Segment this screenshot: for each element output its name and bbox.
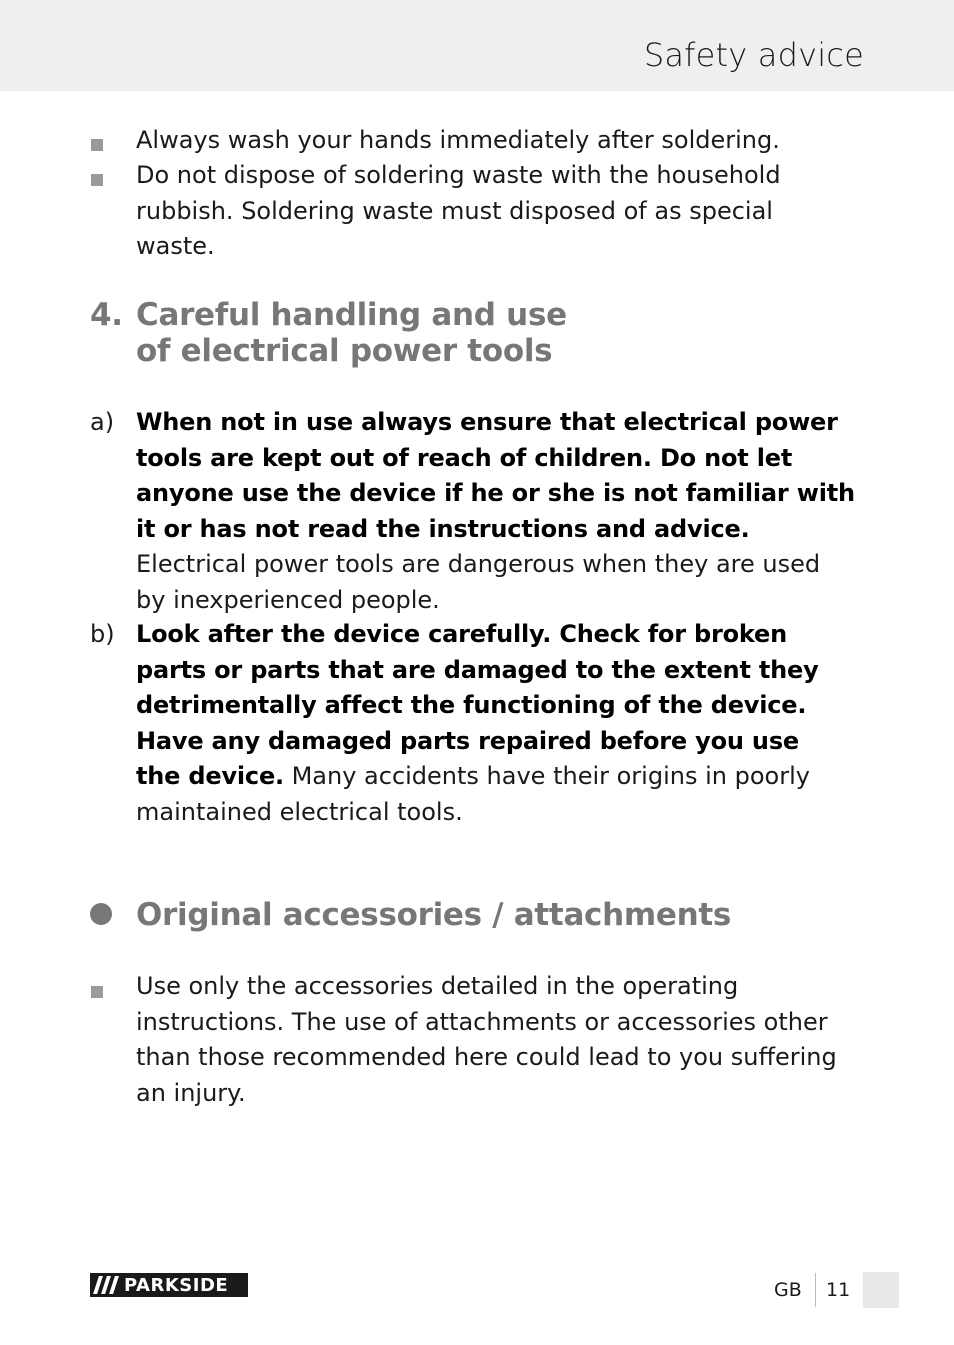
section-title <box>136 297 736 369</box>
bullet-marker <box>91 174 103 186</box>
item-b-normal: Many accidents have their origins in poorly maintained electrical tools. <box>136 762 810 826</box>
page-header <box>0 0 954 91</box>
item-a-normal: Electrical power tools are dangerous when they are used by inexperienced people. <box>136 550 821 614</box>
section-dot-icon <box>90 903 112 925</box>
footer-divider <box>815 1273 816 1307</box>
list-item-b <box>136 617 836 830</box>
list-letter-a: a) <box>90 408 115 436</box>
bullet-marker <box>91 986 103 998</box>
list-item-a <box>136 405 856 618</box>
bullet-text: Do not dispose of soldering waste with the household rubbish. Soldering waste must disposed of as special waste. <box>136 161 781 260</box>
item-b-bold: Look after the device carefully. Check for broken parts or parts that are damaged to the extent they detrimentally affect the functioning of the device. Have any damaged parts repaired before you use the device. <box>136 620 819 790</box>
section-number: 4. <box>90 297 123 333</box>
language-code: GB <box>774 1279 802 1301</box>
item-a-bold: When not in use always ensure that electrical power tools are kept out of reach of children. Do not let anyone use the device if he or she is not familiar with it or has not read the instructions and advice. <box>136 408 855 543</box>
page-number: 11 <box>826 1279 851 1301</box>
list-letter-b: b) <box>90 620 115 648</box>
accessories-title: Original accessories / attachments <box>136 897 732 933</box>
bullet-text: Use only the accessories detailed in the operating instructions. The use of attachments or accessories other than those recommended here could lead to you suffering an injury. <box>136 972 837 1107</box>
brand-logo <box>90 1273 248 1297</box>
logo-stripes-icon <box>90 1273 122 1297</box>
brand-name: PARKSIDE <box>124 1274 229 1296</box>
page-title: Safety advice <box>643 36 864 74</box>
section-title-line-2: of electrical power tools <box>136 333 553 369</box>
section-title-line-1: Careful handling and use <box>136 297 567 333</box>
bullet-marker <box>91 139 103 151</box>
footer-tab-box <box>863 1272 899 1308</box>
bullet-text: Always wash your hands immediately after soldering. <box>136 126 780 154</box>
